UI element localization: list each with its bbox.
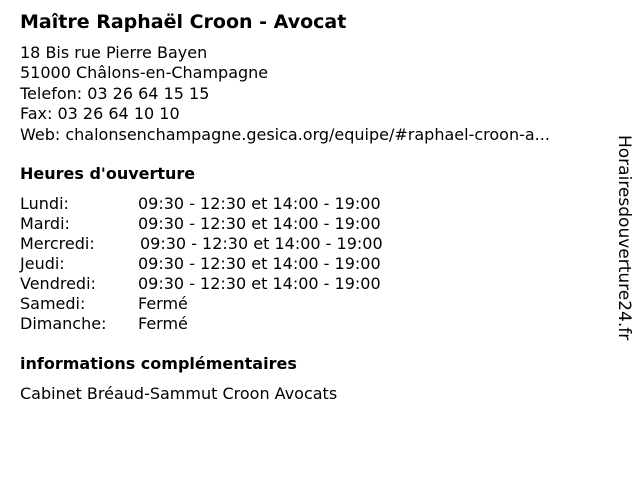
site-watermark (612, 135, 636, 373)
time-value: Fermé (138, 314, 188, 333)
day-label: Vendredi: (20, 274, 96, 293)
additional-info-heading: informations complémentaires (20, 354, 297, 373)
day-label: Samedi: (20, 294, 86, 313)
street-address: 18 Bis rue Pierre Bayen (20, 43, 208, 62)
time-value: 09:30 - 12:30 et 14:00 - 19:00 (138, 274, 381, 293)
fax-number: Fax: 03 26 64 10 10 (20, 104, 180, 124)
time-value: 09:30 - 12:30 et 14:00 - 19:00 (140, 234, 383, 253)
time-value: Fermé (138, 294, 188, 313)
day-label: Mardi: (20, 214, 70, 233)
day-label: Dimanche: (20, 314, 107, 333)
watermark-text: Horairesdouverture24.fr (614, 135, 634, 341)
contact-block (20, 43, 550, 145)
opening-hours-heading: Heures d'ouverture (20, 164, 196, 183)
phone-number: Telefon: 03 26 64 15 15 (20, 83, 210, 103)
day-label: Lundi: (20, 194, 69, 213)
day-label: Jeudi: (20, 254, 65, 273)
city-address: 51000 Châlons-en-Champagne (20, 63, 269, 83)
additional-info-text: Cabinet Bréaud-Sammut Croon Avocats (20, 384, 338, 403)
time-value: 09:30 - 12:30 et 14:00 - 19:00 (138, 194, 381, 213)
page-title: Maître Raphaël Croon - Avocat (20, 11, 347, 33)
time-value: 09:30 - 12:30 et 14:00 - 19:00 (138, 214, 381, 233)
website-link[interactable]: Web: chalonsenchampagne.gesica.org/equipe/#raphael-croon-a... (20, 124, 550, 144)
day-label: Mercredi: (20, 234, 95, 253)
time-value: 09:30 - 12:30 et 14:00 - 19:00 (138, 254, 381, 273)
